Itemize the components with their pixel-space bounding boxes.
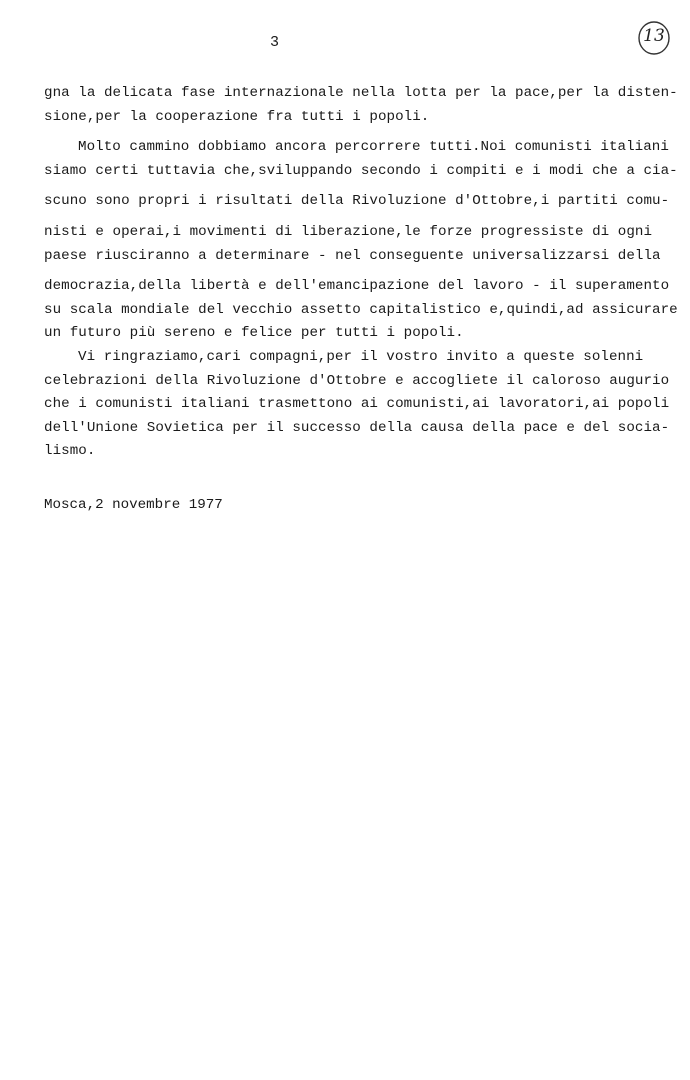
text-line: nisti e operai,i movimenti di liberazione,le forze progressiste di ogni: [44, 223, 653, 240]
place-date-signoff: Mosca,2 novembre 1977: [44, 497, 223, 513]
paragraph-start-line: Molto cammino dobbiamo ancora percorrere tutti.Noi comunisti italiani: [78, 139, 669, 156]
paragraph-start-line: Vi ringraziamo,cari compagni,per il vostro invito a queste solenni: [78, 348, 644, 365]
letter-body: [44, 82, 678, 464]
text-line: che i comunisti italiani trasmettono ai comunisti,ai lavoratori,ai popoli: [44, 396, 670, 413]
text-line: celebrazioni della Rivoluzione d'Ottobre e accogliete il caloroso augurio: [44, 372, 670, 389]
text-line: un futuro più sereno e felice per tutti i popoli.: [44, 325, 464, 342]
text-line: gna la delicata fase internazionale nella lotta per la pace,per la disten-: [44, 85, 678, 101]
text-line: su scala mondiale del vecchio assetto capitalistico e,quindi,ad assicurare: [44, 301, 678, 318]
page-number: 3: [270, 34, 280, 51]
text-line: dell'Unione Sovietica per il successo della causa della pace e del socia-: [44, 419, 670, 436]
text-line: scuno sono propri i risultati della Rivoluzione d'Ottobre,i partiti comu-: [44, 193, 670, 210]
folio-stamp: [636, 20, 672, 56]
text-line: lismo.: [44, 443, 96, 460]
text-line: sione,per la cooperazione fra tutti i popoli.: [44, 108, 430, 125]
text-line: paese riusciranno a determinare - nel conseguente universalizzarsi della: [44, 247, 661, 264]
text-line: democrazia,della libertà e dell'emancipazione del lavoro - il superamento: [44, 278, 670, 295]
folio-number: 13: [643, 26, 665, 46]
text-line: siamo certi tuttavia che,sviluppando secondo i compiti e i modi che a cia-: [44, 162, 678, 179]
